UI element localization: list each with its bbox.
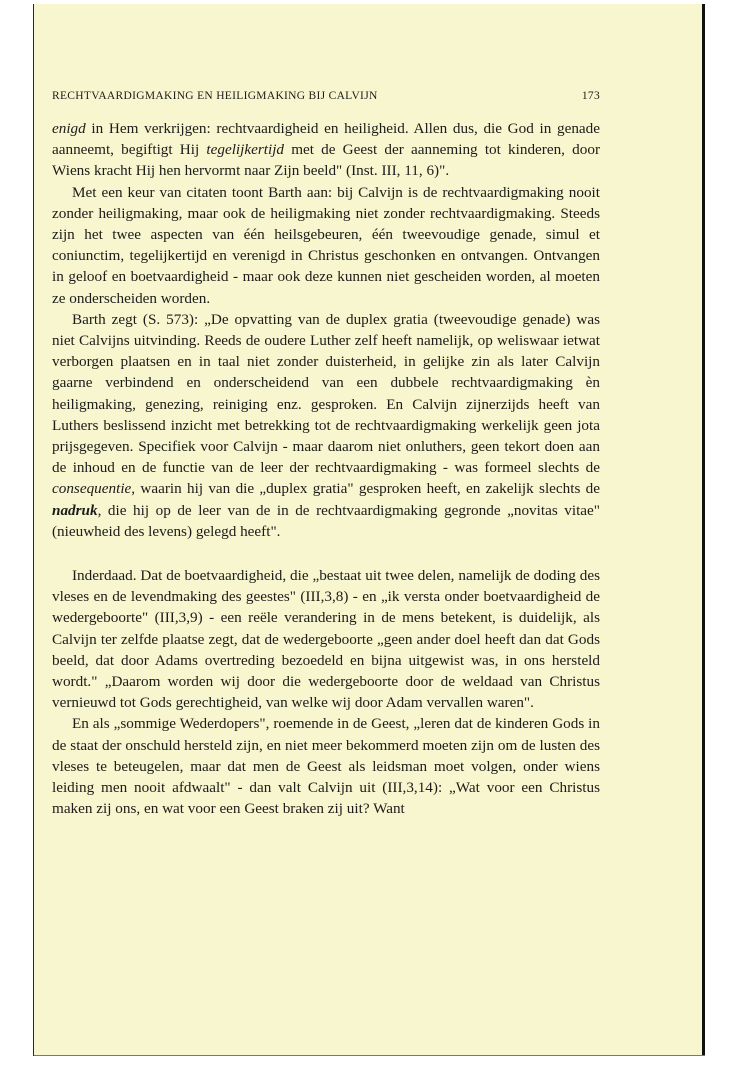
- text-run: met de Geest der aanneming tot kinderen, door Wiens kracht Hij hen hervormt naar Zijn beeld" (Inst. III, 11, 6)".: [52, 141, 600, 180]
- emphasis-text: nadruk: [52, 501, 98, 519]
- paragraph: [52, 309, 600, 542]
- text-run: , die hij op de leer van de in de rechtvaardigmaking gegronde „novitas vitae" (nieuwheid des levens) gelegd heeft".: [52, 501, 600, 540]
- paragraph: [52, 182, 600, 309]
- paragraph: [52, 713, 600, 819]
- text-run: Inderdaad. Dat de boetvaardigheid, die „bestaat uit twee delen, namelijk de doding des vleses en de levendmaking des geestes" (III,3,8) - en „ik versta onder boetvaardigheid de wedergeboorte" (III,3,9) - een reële verandering in de mens betekent, is duidelijk, als Calvijn ter zelfde plaatse zegt, dat de wedergeboorte „geen ander doel heeft dan dat Gods beeld, dat door Adams overtreding bezoedeld en bijna uitgewist was, in ons hersteld wordt." „Daarom worden wij door die wedergeboorte door de weldaad van Christus vernieuwd tot Gods gerechtigheid, van welke wij door Adam vervallen waren".: [52, 567, 600, 712]
- text-run: Met een keur van citaten toont Barth aan: bij Calvijn is de rechtvaardigmaking nooit zonder heiligmaking, maar ook de heiligmaking niet zonder rechtvaardigmaking. Steeds zijn het twee aspecten van één heilsgebeuren, één tweevoudige genade, simul et coniunctim, tegelijkertijd en verenigd in Christus geschonken en ontvangen. Ontvangen in geloof en boetvaardigheid - maar ook deze kunnen niet gescheiden worden, al moeten ze onderscheiden worden.: [52, 183, 600, 307]
- italic-text: tegelijkertijd: [206, 141, 285, 159]
- text-run: Barth zegt (S. 573): „De opvatting van de duplex gratia (tweevoudige genade) was niet Calvijns uitvinding. Reeds de oudere Luther zelf heeft namelijk, op weliswaar ietwat verborgen plaatsen en in taal niet zonder duisterheid, in gelijke zin als later Calvijn gaarne verbindend en onderscheidend van een dubbele rechtvaardigmaking èn heiligmaking, genezing, reiniging enz. gesproken. En Calvijn zijnerzijds heeft van Luthers beslissend inzicht met betrekking tot de rechtvaardigmaking werkelijk geen jota prijsgegeven. Specifiek voor Calvijn - maar daarom niet onluthers, geen tekort doen aan de inhoud en de functie van de leer der rechtvaardigmaking - was formeel slechts de: [52, 310, 600, 477]
- paragraph: [52, 118, 600, 182]
- text-run: , waarin hij van die „duplex gratia" gesproken heeft, en zakelijk slechts de: [131, 480, 600, 498]
- text-run: En als „sommige Wederdopers", roemende in de Geest, „leren dat de kinderen Gods in de staat der onschuld hersteld zijn, en niet meer bekommerd moeten zijn om de lusten des vleses te beteugelen, maar dat men de Geest als leidsman moet volgen, onder wiens leiding men nooit afdwaalt" - dan valt Calvijn uit (III,3,14): „Wat voor een Christus maken zij ons, en wat voor een Geest braken zij uit? Want: [52, 715, 600, 818]
- page-bottom-edge: [34, 1055, 705, 1056]
- text-run: in Hem verkrijgen: rechtvaardigheid en heiligheid. Allen dus, die God in genade aanneemt, begiftigt Hij: [52, 120, 600, 159]
- page-right-edge: [702, 4, 705, 1056]
- body-text: [52, 118, 600, 820]
- running-title: RECHTVAARDIGMAKING EN HEILIGMAKING BIJ CALVIJN: [52, 90, 378, 102]
- italic-text: enigd: [52, 120, 86, 137]
- italic-text: consequentie: [52, 480, 132, 498]
- page-number: 173: [581, 90, 600, 102]
- paragraph: [52, 565, 600, 713]
- running-header: [52, 90, 600, 102]
